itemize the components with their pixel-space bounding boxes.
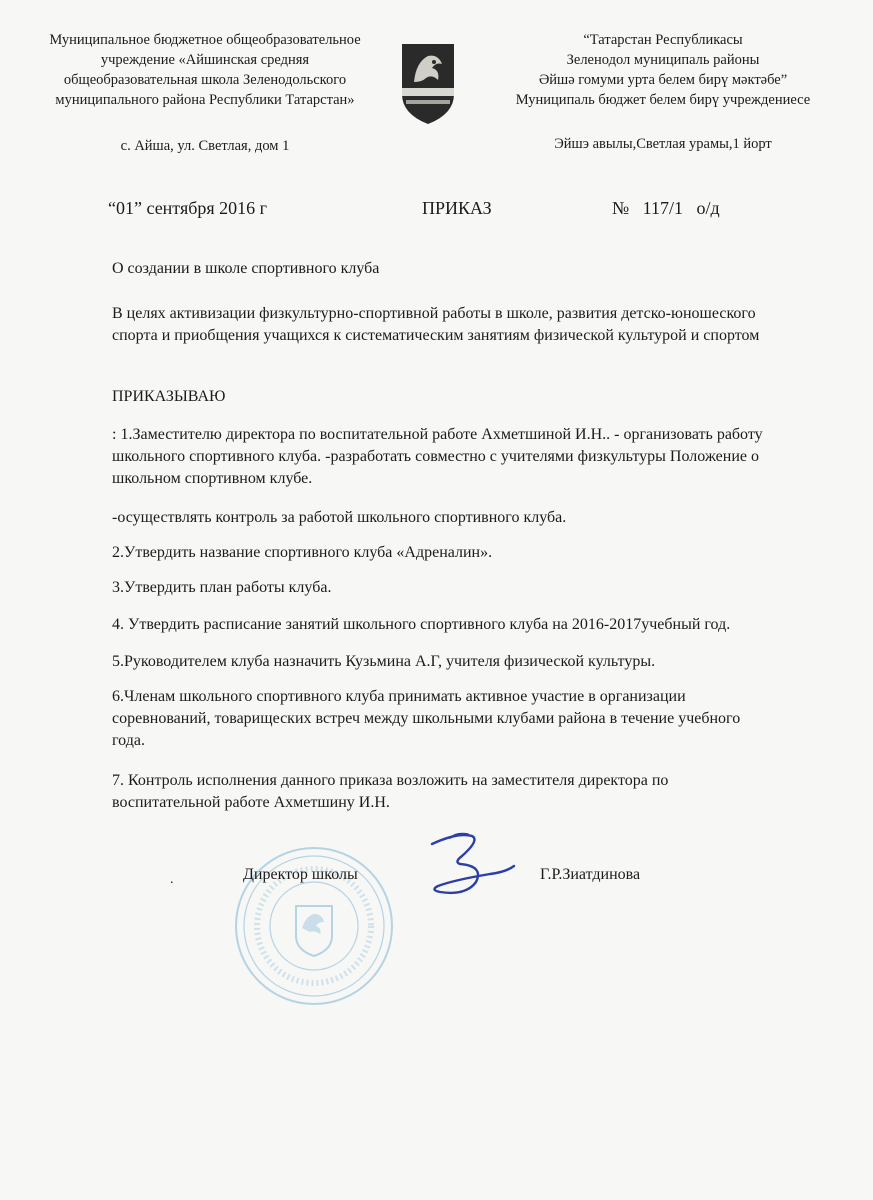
header-left-address: с. Айша, ул. Светлая, дом 1 bbox=[120, 138, 290, 154]
order-preamble: В целях активизации физкультурно-спортивной работы в школе, развития детско-юношеского спорта и приобщения учащихся к систематическим занятиям физической культурой и спортом bbox=[112, 305, 760, 344]
header-left-line: муниципального района Республики Татарстан» bbox=[55, 92, 355, 108]
header-left-line: учреждение «Айшинская средняя bbox=[100, 52, 310, 68]
header-left-line: общеобразовательная школа Зеленодольского bbox=[63, 72, 347, 88]
order-item-1: : 1.Заместителю директора по воспитательной работе Ахметшиной И.Н.. - организовать работу школьного спортивного клуба. -разработать совместно с учителями физкультуры Положение о школьном спортивном клубе. bbox=[112, 426, 763, 487]
municipal-emblem-icon bbox=[398, 42, 458, 126]
header-right-line: Әйшә гомуми урта белем бирү мәктәбе” bbox=[538, 72, 788, 88]
signer-role: Директор школы bbox=[243, 866, 358, 883]
header-right-address: Эйшэ авылы,Светлая урамы,1 йорт bbox=[554, 136, 772, 152]
header-right-line: Муниципаль бюджет белем бирү учреждениесе bbox=[515, 92, 811, 108]
header-right-tatar bbox=[478, 30, 848, 154]
signature-mark: . bbox=[170, 872, 174, 887]
order-item-3: 3.Утвердить план работы клуба. bbox=[112, 579, 332, 596]
signer-name: Г.Р.Зиатдинова bbox=[540, 866, 641, 883]
order-number: № 117/1 о/д bbox=[612, 198, 720, 218]
header-left-line: Муниципальное бюджетное общеобразовательное bbox=[49, 32, 361, 48]
header-right-line: Зеленодол муниципаль районы bbox=[566, 52, 760, 68]
handwritten-signature bbox=[410, 826, 520, 906]
order-command: ПРИКАЗЫВАЮ bbox=[112, 388, 226, 405]
order-item-4: 4. Утвердить расписание занятий школьного спортивного клуба на 2016-2017учебный год. bbox=[112, 616, 731, 633]
order-item-1-control: -осуществлять контроль за работой школьного спортивного клуба. bbox=[112, 509, 567, 526]
order-item-6: 6.Членам школьного спортивного клуба принимать активное участие в организации соревнований, товарищеских встреч между школьными клубами района в течение учебного года. bbox=[112, 688, 741, 749]
order-date: “01” сентября 2016 г bbox=[108, 198, 268, 218]
order-item-7: 7. Контроль исполнения данного приказа возложить на заместителя директора по воспитательной работе Ахметшину И.Н. bbox=[112, 772, 669, 811]
order-item-2: 2.Утвердить название спортивного клуба «Адреналин». bbox=[112, 544, 493, 561]
order-body bbox=[112, 258, 792, 811]
order-item-5: 5.Руководителем клуба назначить Кузьмина А.Г, учителя физической культуры. bbox=[112, 653, 656, 670]
header-left-russian bbox=[20, 30, 390, 156]
order-subject: О создании в школе спортивного клуба bbox=[112, 260, 380, 277]
header-right-line: “Татарстан Республикасы bbox=[583, 32, 743, 48]
order-title: ПРИКАЗ bbox=[422, 198, 492, 218]
